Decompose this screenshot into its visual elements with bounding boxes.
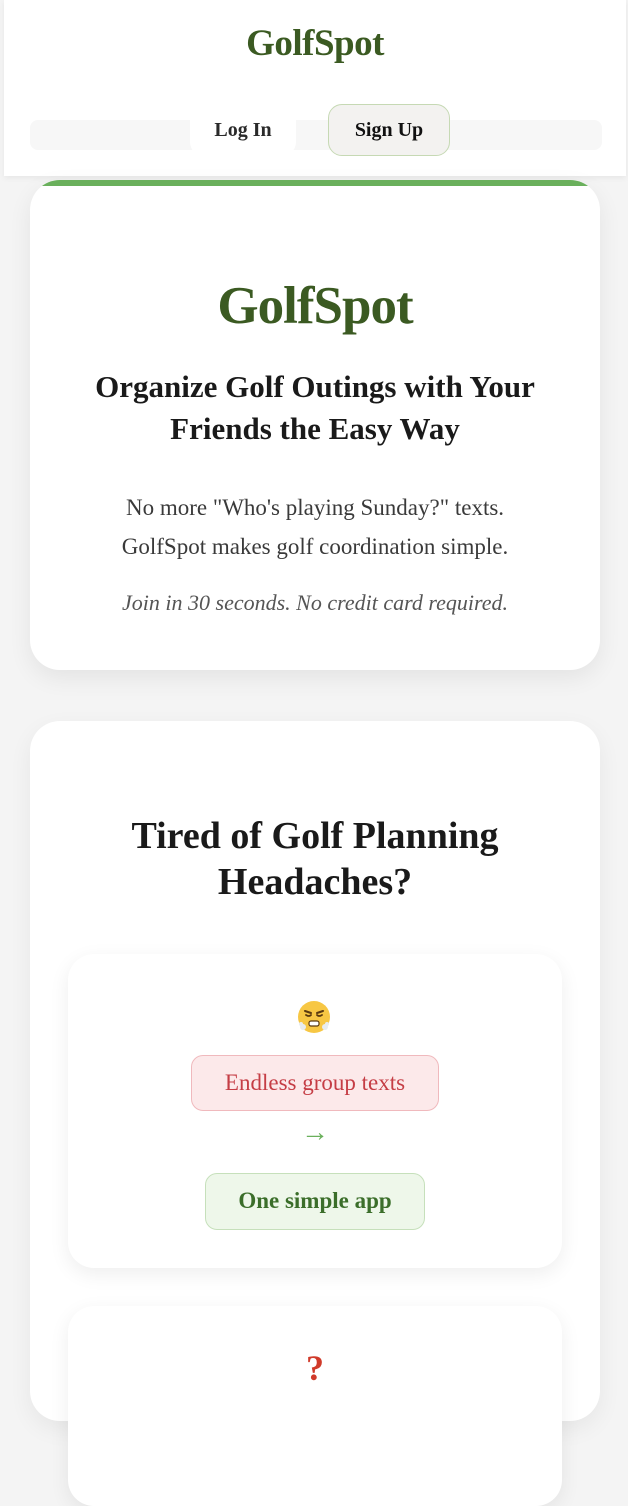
hero-accent-bar [30,180,600,186]
hero-signup-note: Join in 30 seconds. No credit card required. [122,590,508,615]
hero-subtitle-line-2: GolfSpot makes golf coordination simple. [121,534,509,559]
hero-headline: Organize Golf Outings with Your Friends the Easy Way [95,369,535,446]
problems-title-line-1: Tired of Golf Planning [131,815,499,857]
question-mark-icon: ? [306,1348,324,1388]
hero-brand: GolfSpot [217,277,413,335]
login-button[interactable]: Log In [190,104,296,156]
hero-subtitle-line-1: No more "Who's playing Sunday?" texts. [125,495,505,520]
frustrated-face-icon [297,1000,331,1034]
problems-section [30,721,600,1421]
problems-title-line-2: Headaches? [217,861,413,903]
arrow-right-icon: → [301,1117,329,1148]
problem-card [68,954,562,1268]
hero-card [30,180,600,670]
header-brand-logo[interactable]: GolfSpot [246,23,384,64]
site-header [4,0,626,176]
problem-pill: Endless group texts [191,1055,439,1111]
problems-title [70,813,560,905]
header-nav-strip [30,120,602,150]
solution-pill: One simple app [205,1173,425,1230]
problem-card [68,1306,562,1506]
signup-button[interactable]: Sign Up [328,104,450,156]
hero-subtitle [70,488,560,566]
